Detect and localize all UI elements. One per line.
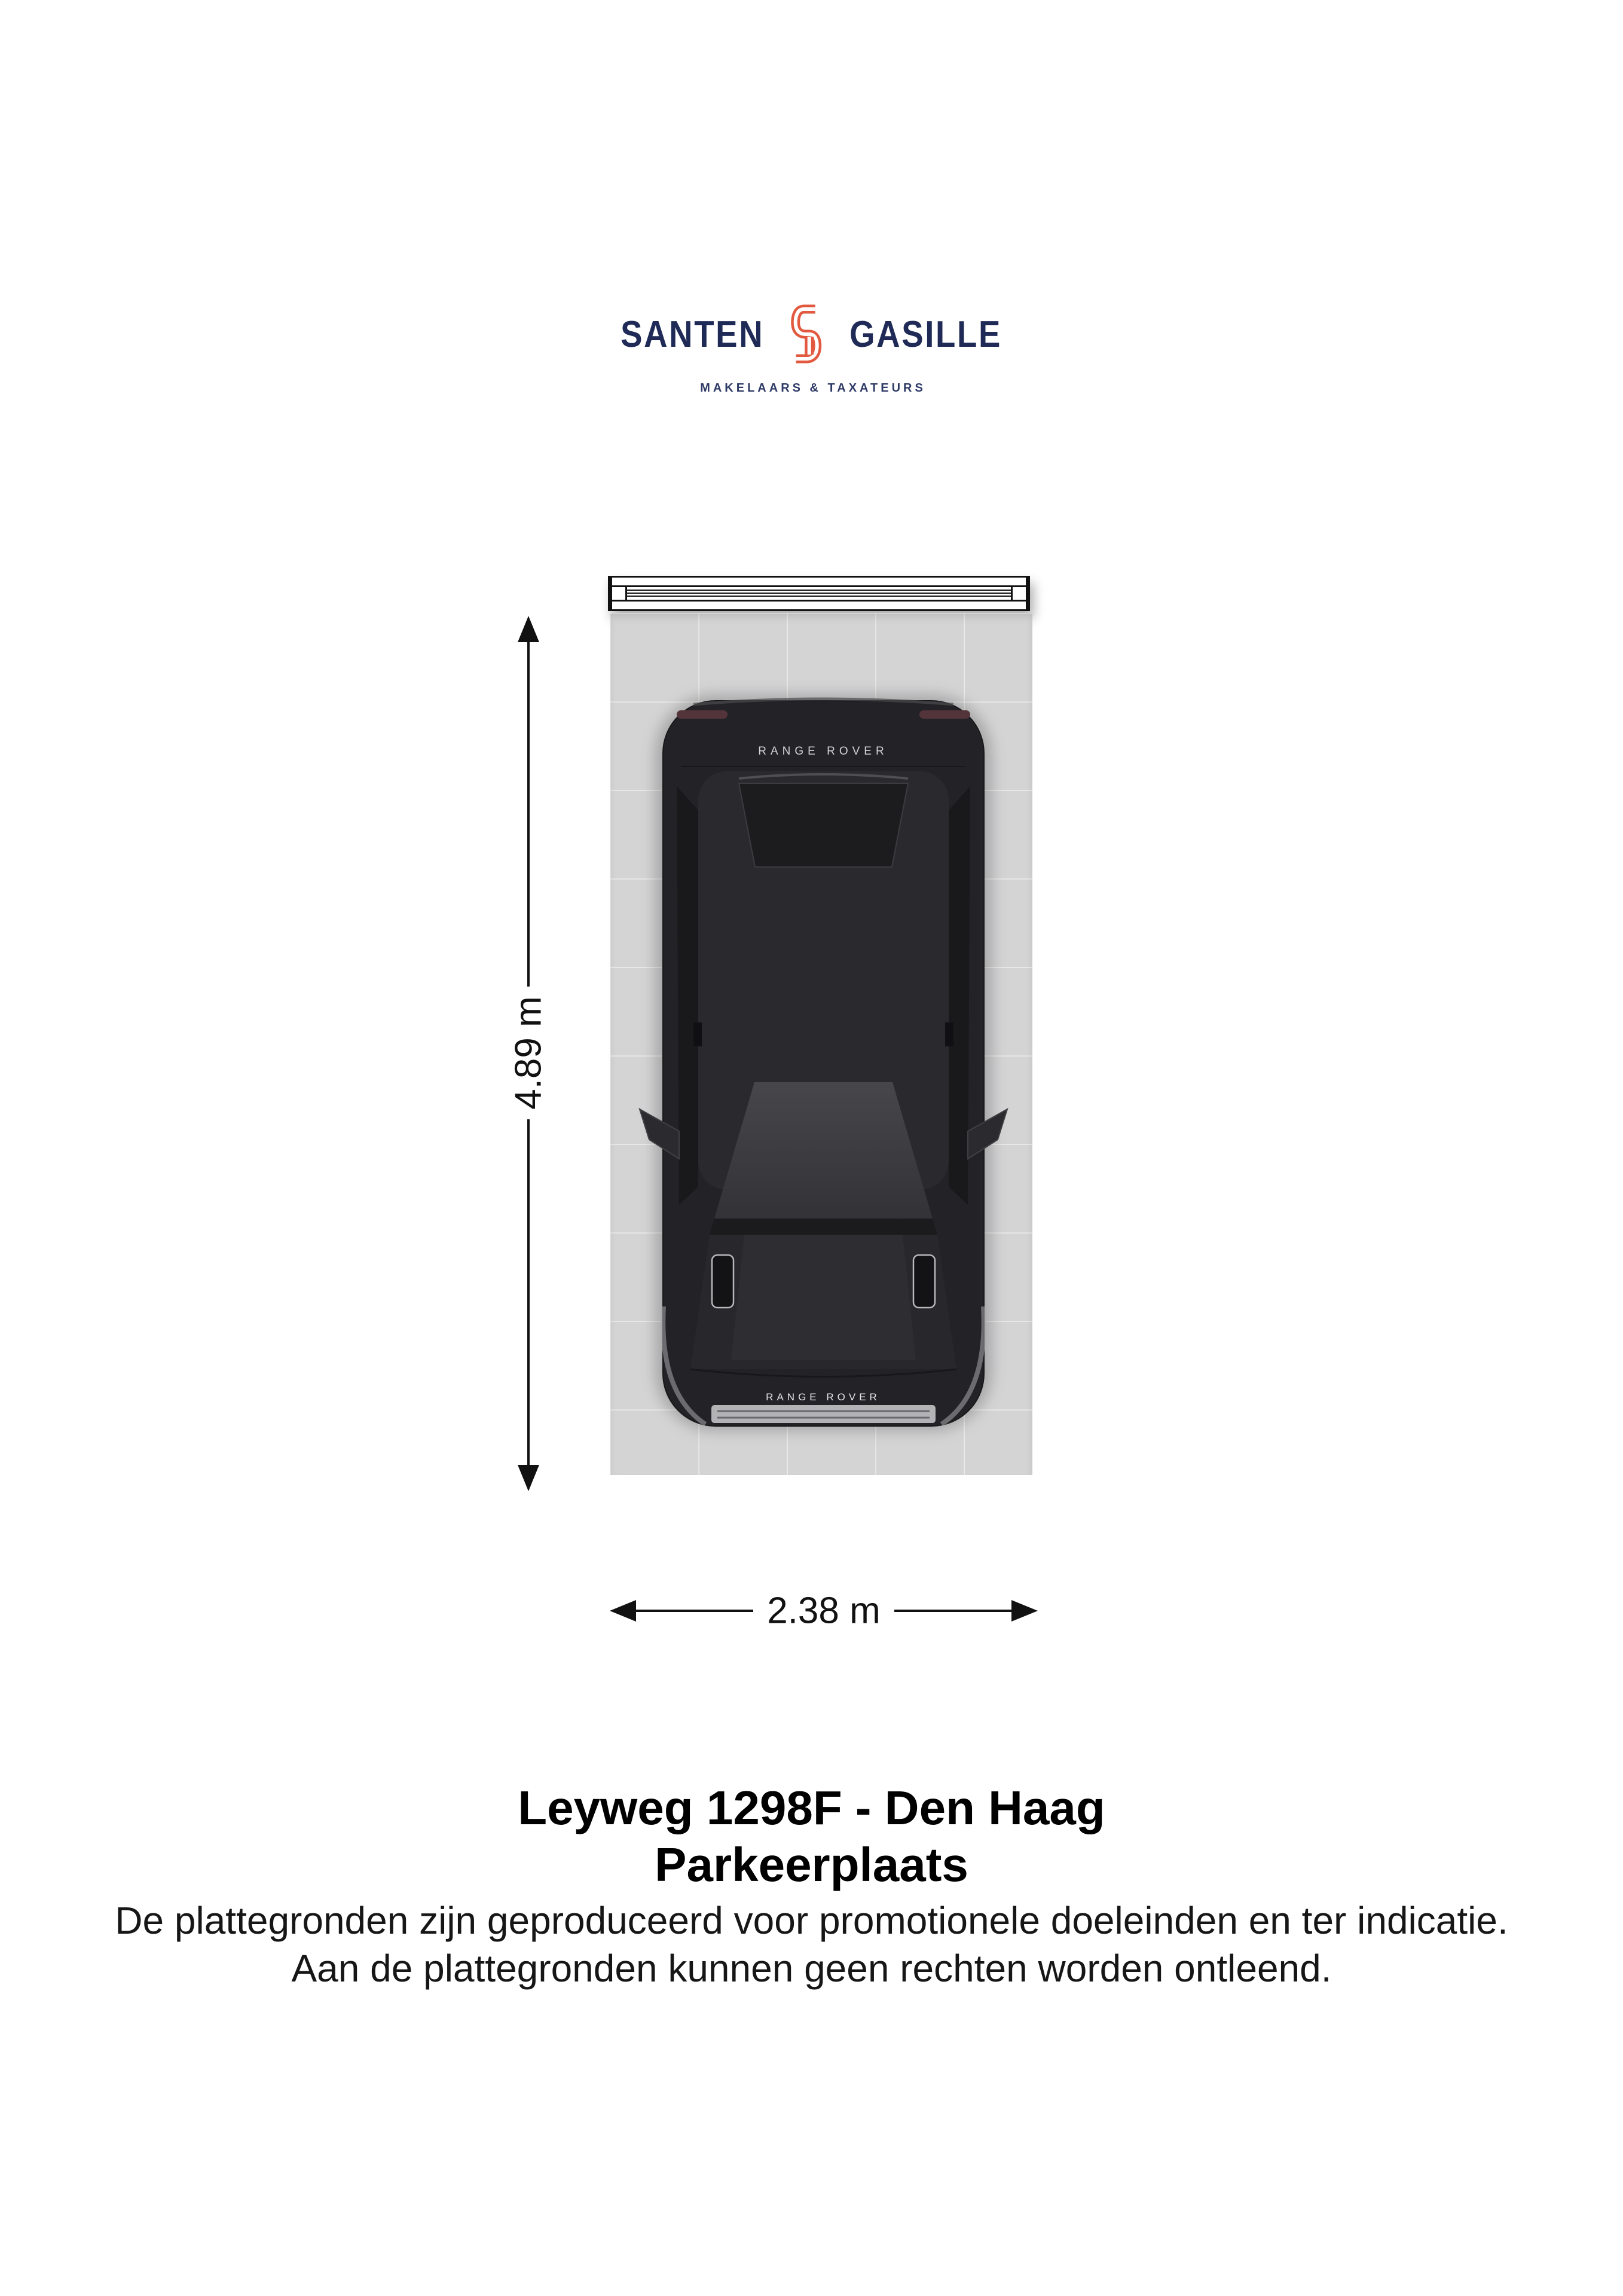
brand-logo	[610, 299, 1013, 395]
width-dimension-label: 2.38 m	[767, 1590, 881, 1632]
plan-disclaimer-line1: De plattegronden zijn geproduceerd voor promotionele doeleinden en ter indicatie.	[115, 1899, 1508, 1942]
dimension-arrow-right-icon	[1011, 1600, 1038, 1622]
brand-name-left: SANTEN	[620, 313, 764, 355]
brand-tagline: MAKELAARS & TAXATEURS	[700, 381, 926, 395]
garage-door-window-symbol	[608, 576, 1030, 611]
hood-vent-left	[712, 1255, 733, 1308]
taillight-right	[919, 710, 970, 719]
door-glazing-lines	[625, 587, 1013, 600]
dimension-arrow-left-icon	[610, 1600, 636, 1622]
car-front-badge: RANGE ROVER	[766, 1391, 881, 1403]
plan-title-type: Parkeerplaats	[655, 1838, 968, 1891]
b-pillar-left	[693, 1022, 702, 1046]
rear-window	[739, 783, 908, 867]
car-rear-badge: RANGE ROVER	[758, 745, 888, 758]
door-glazing-band	[612, 585, 1026, 602]
plan-title	[0, 1779, 1623, 1893]
brand-logo-row	[610, 299, 1013, 370]
front-grille	[711, 1405, 936, 1423]
hood-center-panel	[731, 1235, 916, 1360]
hood-vent-right	[913, 1255, 935, 1308]
plan-disclaimer-line2: Aan de plattegronden kunnen geen rechten worden ontleend.	[291, 1947, 1332, 1990]
depth-dimension-line-bottom	[527, 1119, 530, 1467]
plan-title-address: Leyweg 1298F - Den Haag	[518, 1781, 1105, 1834]
dimension-arrow-down-icon	[518, 1465, 539, 1491]
depth-dimension-line-top	[527, 639, 530, 987]
car-top-view	[622, 688, 1016, 1435]
width-dimension-line-left	[635, 1610, 753, 1612]
width-dimension-line-right	[894, 1610, 1013, 1612]
plan-disclaimer	[0, 1897, 1623, 1992]
side-glass-right	[949, 786, 970, 1205]
b-pillar-right	[945, 1022, 953, 1046]
cowl	[710, 1219, 937, 1235]
depth-dimension-label: 4.89 m	[508, 996, 549, 1110]
side-glass-left	[677, 786, 698, 1205]
taillight-left	[677, 710, 728, 719]
brand-name-right: GASILLE	[849, 313, 1002, 355]
sg-monogram-icon	[788, 300, 825, 369]
